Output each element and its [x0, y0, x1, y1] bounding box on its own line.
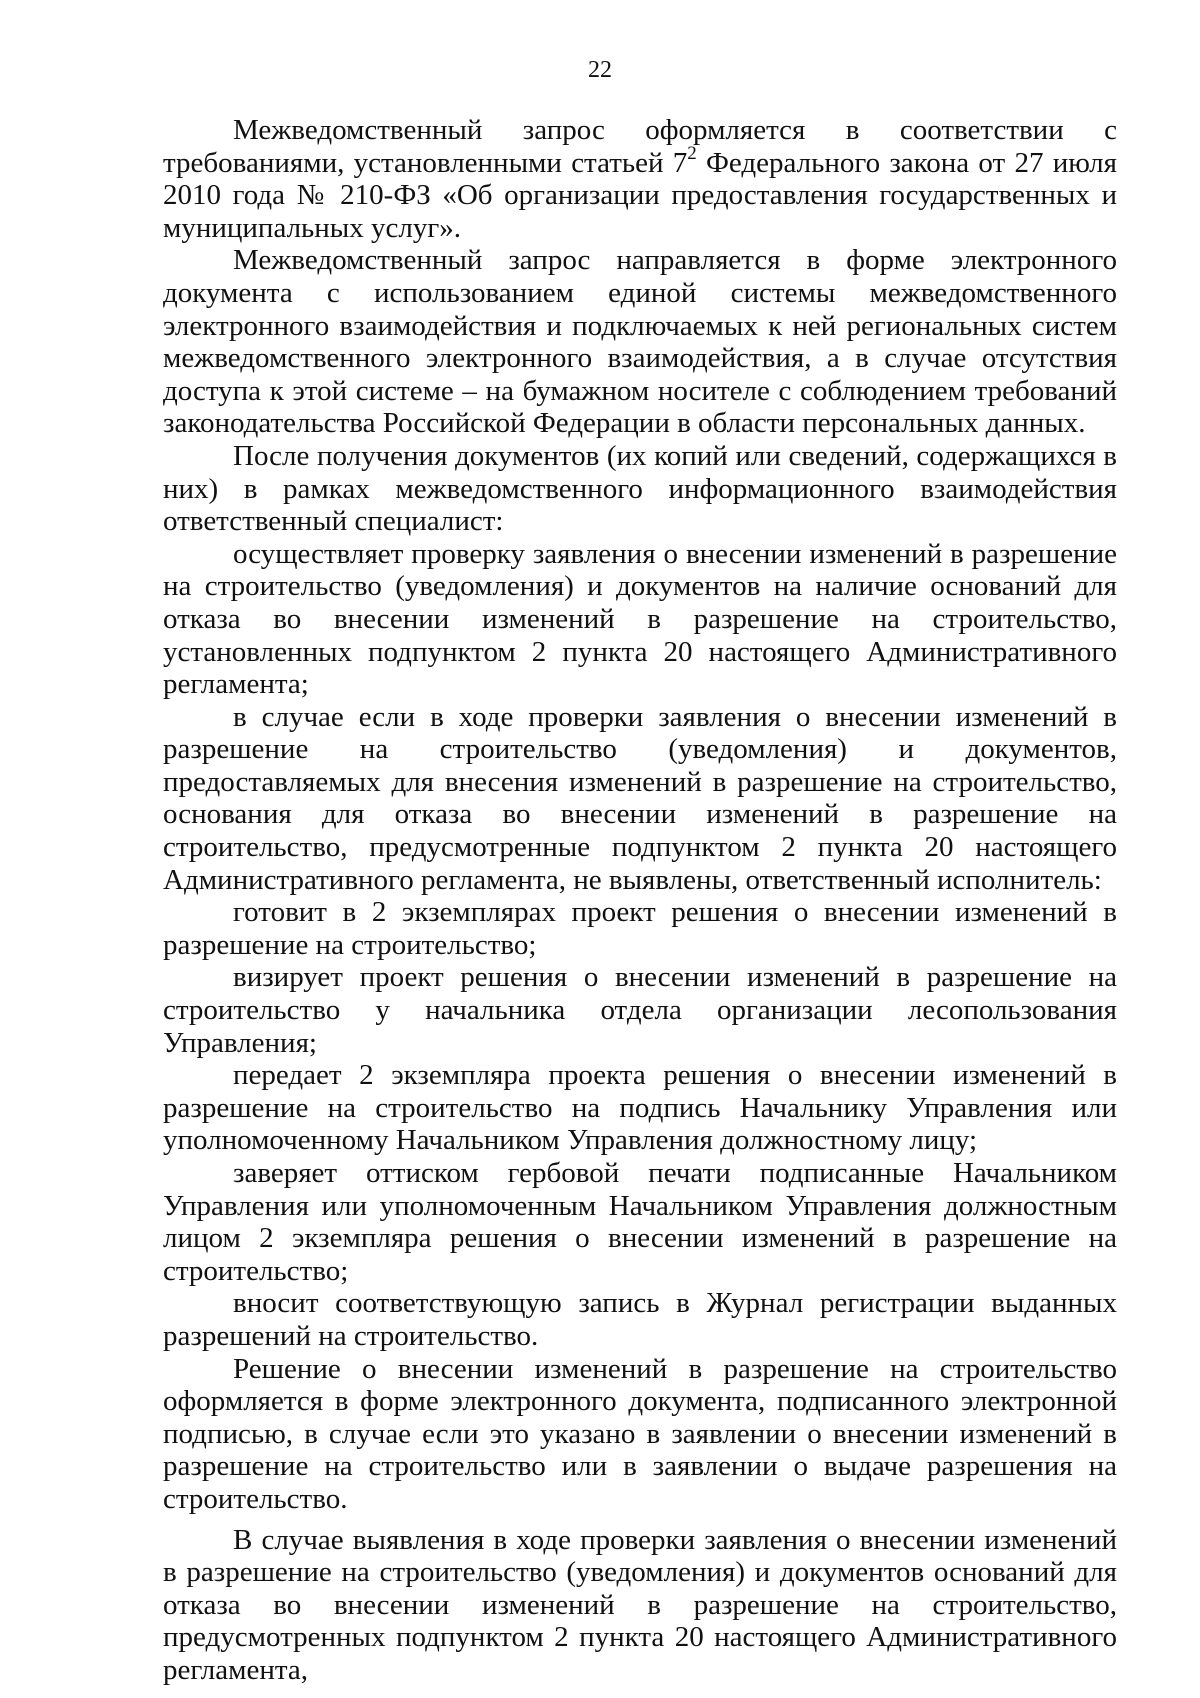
- paragraph-certifies-with-seal: заверяет оттиском гербовой печати подписанные Начальником Управления или уполномоченным Начальником Управления должностным лицом 2 экземпляра решения о внесении изменений в разрешение на строительство;: [163, 1157, 1117, 1287]
- paragraph-endorses-draft: визирует проект решения о внесении изменений в разрешение на строительство у начальника отдела организации лесопользования Управления;: [163, 961, 1117, 1059]
- document-body: [163, 114, 1117, 1687]
- paragraph-text-end: Федерального закона от 27 июля 2010 года № 210-ФЗ «Об организации предоставления государственных и муниципальных услуг».: [163, 146, 1117, 244]
- paragraph-electronic-decision: Решение о внесении изменений в разрешение на строительство оформляется в форме электронного документа, подписанного электронной подписью, в случае если это указано в заявлении о внесении изменений в разрешение на строительство или в заявлении о выдаче разрешения на строительство.: [163, 1352, 1117, 1515]
- paragraph-passes-for-signature: передает 2 экземпляра проекта решения о внесении изменений в разрешение на строительство на подпись Начальнику Управления или уполномоченному Начальником Управления должностному лицу;: [163, 1059, 1117, 1157]
- paragraph-interagency-request-requirements: [163, 114, 1117, 244]
- paragraph-text-start: Межведомственный запрос оформляется в соответствии с требованиями, установленными статьей 7: [163, 114, 1117, 179]
- paragraph-grounds-identified: В случае выявления в ходе проверки заявления о внесении изменений в разрешение на строительство (уведомления) и документов оснований для отказа во внесении изменений в разрешение на строительство, предусмотренных подпунктом 2 пункта 20 настоящего Административного регламента,: [163, 1523, 1117, 1686]
- paragraph-verification: осуществляет проверку заявления о внесении изменений в разрешение на строительство (уведомления) и документов на наличие оснований для отказа во внесении изменений в разрешение на строительство, установленных подпунктом 2 пункта 20 настоящего Административного регламента;: [163, 537, 1117, 701]
- paragraph-after-receiving-documents: После получения документов (их копий или сведений, содержащихся в них) в рамках межведомственного информационного взаимодействия ответственный специалист:: [163, 439, 1117, 538]
- paragraph-interagency-request-electronic-form: Межведомственный запрос направляется в форме электронного документа с использованием единой системы межведомственного электронного взаимодействия и подключаемых к ней региональных систем межведомственного электронного взаимодействия, а в случае отсутствия доступа к этой системе – на бумажном носителе с соблюдением требований законодательства Российской Федерации в области персональных данных.: [163, 244, 1117, 440]
- superscript: 2: [687, 142, 697, 164]
- paragraph-records-in-journal: вносит соответствующую запись в Журнал регистрации выданных разрешений на строительство.: [163, 1287, 1117, 1352]
- paragraph-prepares-draft: готовит в 2 экземплярах проект решения о внесении изменений в разрешение на строительство;: [163, 896, 1117, 961]
- page-number: 22: [588, 57, 612, 83]
- paragraph-no-grounds-for-refusal: в случае если в ходе проверки заявления о внесении изменений в разрешение на строительство (уведомления) и документов, предоставляемых для внесения изменений в разрешение на строительство, основания для отказа во внесении изменений в разрешение на строительство, предусмотренные подпунктом 2 пункта 20 настоящего Административного регламента, не выявлены, ответственный исполнитель:: [163, 700, 1117, 896]
